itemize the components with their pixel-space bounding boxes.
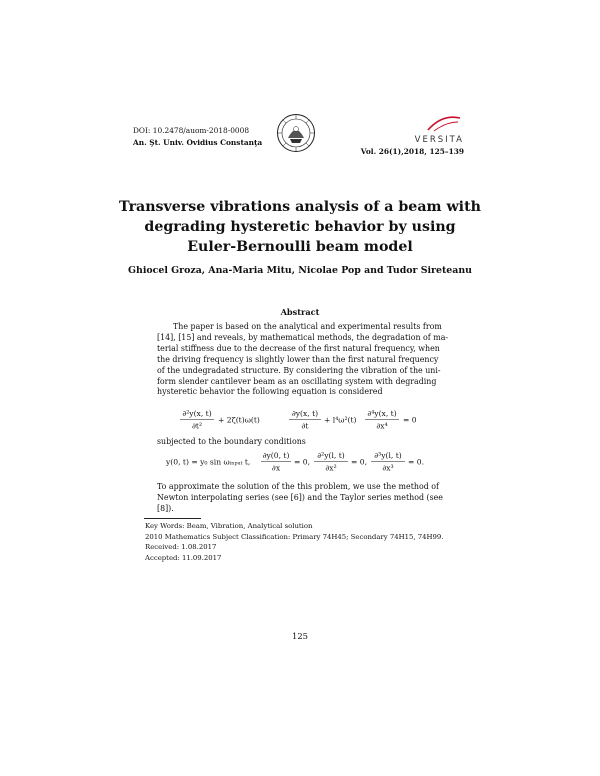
doi-text: DOI: 10.2478/auom-2018-0008 [133, 126, 250, 135]
title-line: Transverse vibrations analysis of a beam with [119, 199, 481, 215]
versita-swoosh-icon [408, 112, 464, 136]
footnote [145, 521, 443, 563]
eq1-term-stiffness: + l⁴ω²(t) [324, 415, 357, 425]
eq2-eq3: = 0. [408, 457, 425, 467]
boundary-conditions-equation [166, 449, 430, 475]
author-list: Ghiocel Groza, Ana-Maria Mitu, Nicolae Pop and Tudor Sireteanu [128, 265, 472, 276]
eq2-frac3-num: ∂³y(l, t) [374, 451, 402, 460]
eq1-rhs: = 0 [403, 415, 417, 425]
volume-info: Vol. 26(1),2018, 125–139 [360, 147, 464, 156]
eq2-frac1-num: ∂y(0, t) [262, 451, 290, 460]
eq1-frac1-den: ∂t² [191, 421, 203, 431]
abstract-line: form slender cantilever beam as an oscillating system with degrading [157, 376, 437, 386]
footnote-divider [144, 518, 201, 519]
abstract-line: the driving frequency is slightly lower than the first natural frequency [157, 354, 439, 364]
eq2-frac3-den: ∂x³ [382, 463, 394, 473]
footnote-accepted: Accepted: 11.09.2017 [145, 553, 222, 562]
footnote-keywords: Key Words: Beam, Vibration, Analytical solution [145, 522, 313, 530]
journal-name: An. Şt. Univ. Ovidius Constanţa [133, 138, 263, 147]
university-seal-icon [276, 113, 316, 153]
footnote-msc: 2010 Mathematics Subject Classification: Primary 74H45; Secondary 74H15, 74H99. [145, 532, 444, 541]
abstract-line: [14], [15] and reveals, by mathematical methods, the degradation of ma- [157, 332, 449, 342]
abstract-line: To approximate the solution of the this problem, we use the method of [157, 482, 439, 491]
abstract-paragraph [157, 322, 449, 398]
eq1-frac1-num: ∂²y(x, t) [182, 409, 212, 418]
eq2-frac2-den: ∂x² [325, 463, 337, 473]
eq2-eq1: = 0, [294, 457, 311, 467]
journal-header-right [361, 112, 464, 158]
boundary-intro-text: subjected to the boundary conditions [157, 437, 306, 446]
abstract-line: Newton interpolating series (see [6]) and the Taylor series method (see [157, 492, 443, 502]
paper-title [80, 197, 520, 257]
eq2-frac1-den: ∂x [271, 463, 281, 473]
abstract-line: hysteretic behavior the following equation is considered [157, 387, 383, 397]
footnote-received: Received: 1.08.2017 [145, 543, 217, 552]
journal-header-left [133, 125, 262, 149]
eq2-lhs: y(0, t) = y₀ sin ωᵢₙₚᵤₜ t, [166, 457, 251, 467]
abstract-heading: Abstract [280, 307, 320, 317]
abstract-line: The paper is based on the analytical and experimental results from [173, 322, 442, 331]
eq1-frac2-den: ∂t [301, 421, 309, 431]
eq1-term-damping: + 2ζ(t)ω(t) [218, 415, 260, 425]
eq1-frac2-num: ∂y(x, t) [291, 409, 319, 418]
abstract-line: [8]). [157, 503, 174, 513]
abstract-paragraph-method [157, 482, 443, 515]
eq1-frac3-num: ∂⁴y(x, t) [367, 409, 397, 418]
eq1-frac3-den: ∂x⁴ [376, 421, 388, 431]
eq2-frac2-num: ∂²y(l, t) [317, 451, 345, 460]
beam-vibration-equation [175, 407, 425, 433]
title-line: Euler-Bernoulli beam model [187, 239, 413, 255]
title-line: degrading hysteretic behavior by using [144, 219, 456, 235]
page-number: 125 [292, 631, 308, 641]
abstract-line: of the undegradated structure. By considering the vibration of the uni- [157, 365, 441, 375]
versita-logo-text: VERSITA [414, 135, 464, 145]
abstract-line: terial stiffness due to the decrease of the first natural frequency, when [157, 343, 440, 353]
eq2-eq2: = 0, [351, 457, 368, 467]
